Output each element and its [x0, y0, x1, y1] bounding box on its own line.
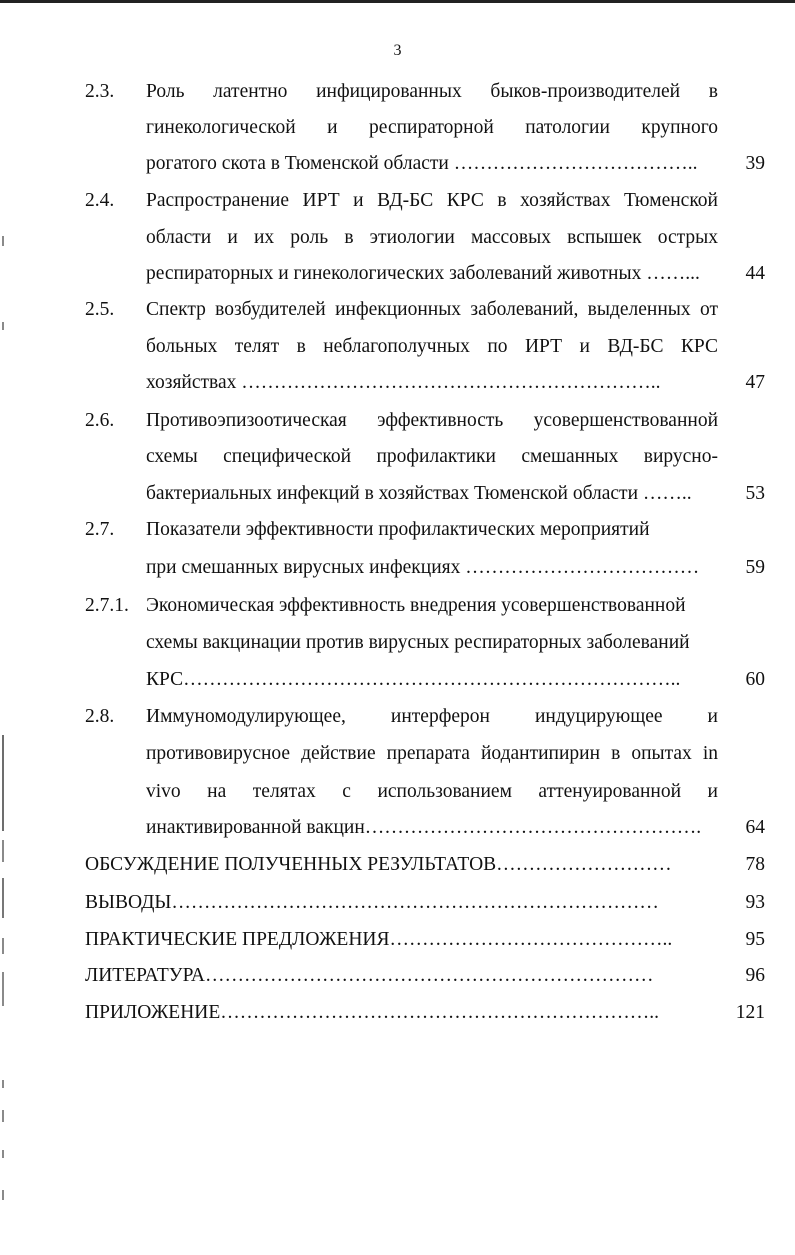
entry-line: инактивированной вакцин……………………………………………. — [146, 817, 702, 838]
entry-line: хозяйствах ……………………………………………………….. — [146, 372, 661, 393]
entry-line: респираторных и гинекологических заболеваний животных ……... — [146, 263, 700, 284]
section-title: ПРИЛОЖЕНИЕ………………………………………………………….. — [85, 1002, 660, 1023]
entry-page: 44 — [745, 263, 765, 284]
entry-line: схемы вакцинации против вирусных респираторных заболеваний — [146, 632, 690, 653]
section-title: ЛИТЕРАТУРА…………………………………………………………… — [85, 965, 654, 986]
entry-number: 2.7. — [85, 519, 115, 540]
entry-line: КРС………………………………………………………………….. — [146, 669, 681, 690]
entry-page: 53 — [745, 483, 765, 504]
entry-line: бактериальных инфекций в хозяйствах Тюменской области …….. — [146, 483, 692, 504]
section-page: 121 — [735, 1002, 765, 1023]
entry-line: гинекологической и респираторной патологии крупного — [146, 117, 718, 138]
section-title: ВЫВОДЫ………………………………………………………………… — [85, 892, 659, 913]
entry-line: области и их роль в этиологии массовых вспышек острых — [146, 227, 718, 248]
entry-line: Роль латентно инфицированных быков-производителей в — [146, 81, 718, 102]
entry-number: 2.8. — [85, 706, 115, 727]
entry-line: Экономическая эффективность внедрения усовершенствованной — [146, 595, 686, 616]
entry-page: 39 — [745, 153, 765, 174]
entry-line: схемы специфической профилактики смешанных вирусно- — [146, 446, 718, 467]
entry-number: 2.4. — [85, 190, 115, 211]
section-title: ПРАКТИЧЕСКИЕ ПРЕДЛОЖЕНИЯ…………………………………….. — [85, 929, 673, 950]
entry-line: vivo на телятах с использованием аттенуированной и — [146, 781, 718, 802]
page-number: 3 — [393, 42, 402, 59]
entry-number: 2.7.1. — [85, 595, 129, 616]
entry-number: 2.3. — [85, 81, 115, 102]
entry-page: 47 — [745, 372, 765, 393]
section-page: 95 — [745, 929, 765, 950]
section-page: 93 — [745, 892, 765, 913]
entry-number: 2.6. — [85, 410, 115, 431]
section-title: ОБСУЖДЕНИЕ ПОЛУЧЕННЫХ РЕЗУЛЬТАТОВ……………………… — [85, 854, 672, 875]
entry-line: противовирусное действие препарата йодантипирин в опытах in — [146, 743, 718, 764]
top-scan-edge — [0, 0, 795, 3]
scan-margin-marks — [0, 0, 14, 1255]
entry-page: 59 — [745, 557, 765, 578]
entry-line: Показатели эффективности профилактических мероприятий — [146, 519, 650, 540]
entry-number: 2.5. — [85, 299, 115, 320]
entry-line: Иммуномодулирующее, интерферон индуцирующее и — [146, 706, 718, 727]
entry-line: Спектр возбудителей инфекционных заболеваний, выделенных от — [146, 299, 718, 320]
entry-line: Противоэпизоотическая эффективность усовершенствованной — [146, 410, 718, 431]
entry-line: Распространение ИРТ и ВД-БС КРС в хозяйствах Тюменской — [146, 190, 718, 211]
entry-page: 60 — [745, 669, 765, 690]
entry-line: рогатого скота в Тюменской области ……………………………….. — [146, 153, 698, 174]
entry-page: 64 — [745, 817, 765, 838]
section-page: 78 — [745, 854, 765, 875]
section-page: 96 — [745, 965, 765, 986]
entry-line: при смешанных вирусных инфекциях ……………………………… — [146, 557, 700, 578]
entry-line: больных телят в неблагополучных по ИРТ и ВД-БС КРС — [146, 336, 718, 357]
